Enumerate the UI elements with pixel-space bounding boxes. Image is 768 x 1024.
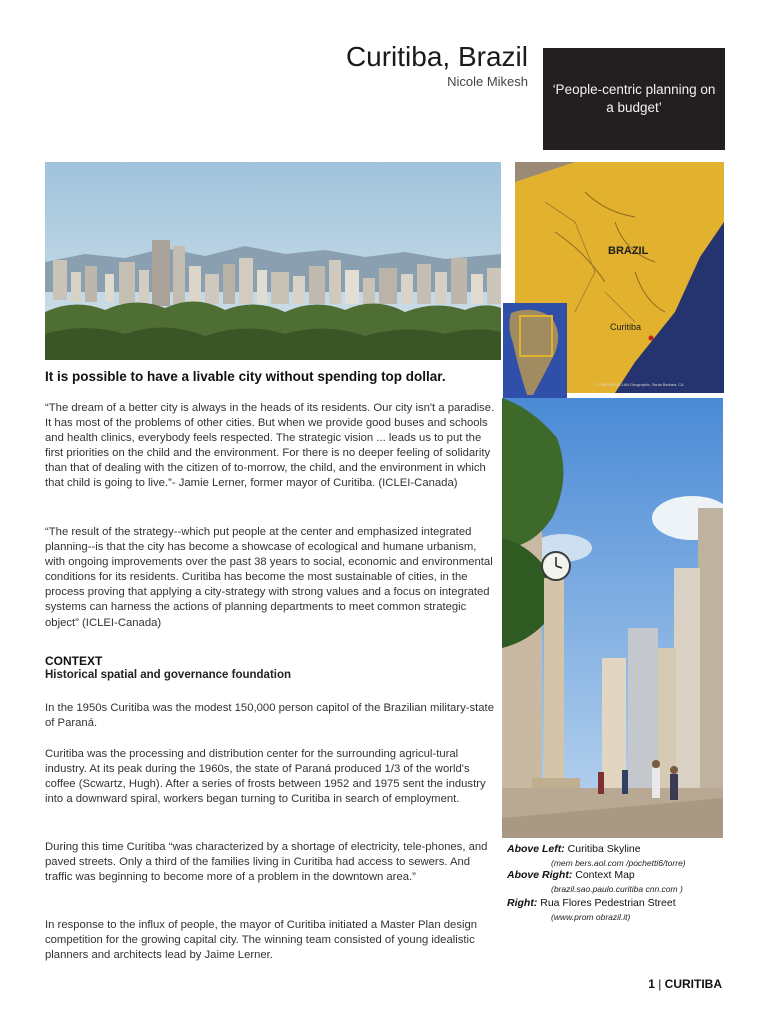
caption-text: Context Map [572, 869, 635, 881]
page-number: 1 [648, 977, 655, 991]
map-country-label: BRAZIL [608, 245, 649, 257]
map-city-label: Curitiba [610, 322, 642, 332]
inset-locator-map [503, 303, 567, 398]
caption-street [507, 897, 676, 909]
footer-separator: | [654, 977, 665, 991]
tagline-box [543, 48, 725, 150]
caption-map [507, 869, 635, 881]
headline: It is possible to have a livable city without spending top dollar. [45, 369, 446, 384]
section-subheading: Historical spatial and governance foundation [45, 669, 292, 681]
paragraph-master-plan: In response to the influx of people, the mayor of Curitiba initiated a Master Plan design competition for the growing capital city. The winning team consisted of young idealistic planners and architects lead by Jaime Lerner. [45, 919, 478, 962]
page-footer [648, 977, 722, 991]
caption-label: Right: [507, 897, 538, 909]
paragraph-coffee: Curitiba was the processing and distribution center for the surrounding agricul-tural industry. At its peak during the 1960s, the state of Paraná produced 1/3 of the world's coffee (Scwartz, Hugh). After a series of frosts between 1952 and 1975 sent the industry into a downward spiral, workers began turning to Curitiba in search of employment. [45, 748, 486, 806]
caption-source: (www.prom obrazil.it) [551, 912, 631, 922]
quote-lerner: “The dream of a better city is always in the heads of its residents. Our city isn't a paradise. It has most of the problems of other cities. But when we provide good buses and schools and health clinics, everybody feels respected. The strategic vision ... leads us to put the first priorities on the child and the environment. For there is no deeper feeling of solidarity than that of dealing with the citizen of to-morrow, the child, and the environment in which that child is going to live.”- Jamie Lerner, former mayor of Curitiba. (ICLEI-Canada) [45, 402, 495, 490]
map-credit: © 1999 MAGELLAN Geographix, Santa Barbara, CA [595, 383, 684, 387]
skyline-photo [45, 162, 501, 360]
footer-section: CURITIBA [664, 977, 722, 991]
caption-source: (brazil.sao.paulo.curitiba cnn.com ) [551, 884, 683, 894]
caption-source: (mem bers.aol.com /pochetti6/torre) [551, 858, 686, 868]
caption-label: Above Right: [507, 869, 573, 881]
author-name: Nicole Mikesh [447, 74, 528, 89]
quote-iclei: “The result of the strategy--which put people at the center and emphasized integrated planning--is that the city has become a showcase of ecological and humane urbanism, with ongoing improvements over the past 38 years to social, economic and environmental conditions for its residents. Curitiba has become the most sustainable of cities, in the process proving that applying a city-strategy with strong values and a focus on integrated systems can harness the actions of planning departments to meet common strategic object” (ICLEI-Canada) [45, 526, 493, 629]
tagline-text: ‘People-centric planning on a budget’ [552, 82, 716, 115]
caption-skyline [507, 843, 641, 855]
page-title: Curitiba, Brazil [345, 41, 528, 72]
paragraph-1950s: In the 1950s Curitiba was the modest 150,000 person capitol of the Brazilian military-state of Paraná. [45, 702, 494, 730]
caption-text: Curitiba Skyline [564, 843, 641, 855]
paragraph-shortages: During this time Curitiba “was characterized by a shortage of electricity, tele-phones, and paved streets. Only a third of the families living in Curitiba had access to sewers. And traffic was beginning to become more of a problem in the downtown area.” [45, 841, 488, 884]
curitiba-marker [649, 336, 654, 341]
street-photo [502, 398, 723, 838]
caption-label: Above Left: [507, 843, 565, 855]
section-heading: CONTEXT [45, 654, 103, 668]
caption-text: Rua Flores Pedestrian Street [537, 897, 676, 909]
